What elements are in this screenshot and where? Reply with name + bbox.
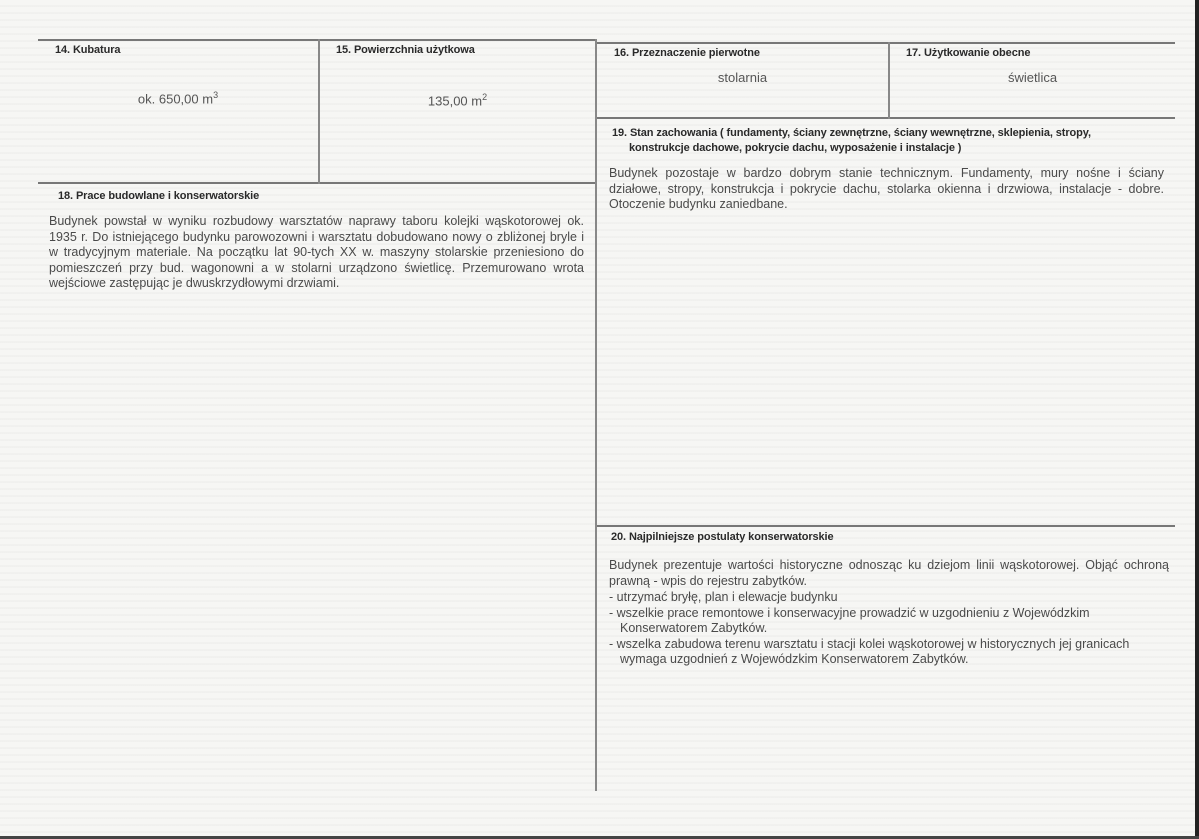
- field-16-label: 16. Przeznaczenie pierwotne: [614, 47, 760, 59]
- rule-f20-top: [597, 525, 1175, 527]
- field-20-items: [609, 590, 1169, 668]
- rule-f18-top: [38, 182, 596, 184]
- field-15-number: 135,00 m: [427, 93, 483, 109]
- field-20-intro: Budynek prezentuje wartości historyczne odnosząc ku dziejom linii wąskotorowej. Objąć ochroną prawną - wpis do rejestru zabytków.: [609, 558, 1169, 588]
- field-19-label-line2: konstrukcje dachowe, pokrycie dachu, wyposażenie i instalacje ): [629, 142, 962, 154]
- list-item: - wszelka zabudowa terenu warsztatu i stacji kolei wąskotorowej w historycznych jej granicach wymaga uzgodnień z Wojewódzkim Konserwatorem Zabytków.: [609, 637, 1169, 668]
- field-16-value: stolarnia: [717, 70, 768, 85]
- field-17-label: 17. Użytkowanie obecne: [906, 47, 1031, 59]
- field-19-text: Budynek pozostaje w bardzo dobrym stanie technicznym. Fundamenty, mury nośne i ściany działowe, stropy, konstrukcja i pokrycie dachu, stolarka okienna i drzwiowa, instalacje - dobre. Otoczenie budynku zaniedbane.: [609, 166, 1164, 211]
- field-18-text: Budynek powstał w wyniku rozbudowy warsztatów naprawy taboru kolejki wąskotorowej ok. 1935 r. Do istniejącego budynku parowozowni i warsztatu dobudowano nowy o zbliżonej bryle i w tradycyjnym materiale. Na początku lat 90-tych XX w. maszyny stolarskie przeniesiono do pomieszczeń przy bud. wagonowni a w stolarni urządzono świetlicę. Przemurowano wrota wejściowe zastępując je dwuskrzydłowymi drzwiami.: [49, 214, 584, 290]
- field-14-label: 14. Kubatura: [55, 44, 121, 56]
- field-18-label: 18. Prace budowlane i konserwatorskie: [58, 190, 260, 202]
- field-20-label: 20. Najpilniejsze postulaty konserwatorskie: [611, 531, 834, 543]
- list-item: - utrzymać bryłę, plan i elewacje budynku: [609, 590, 1169, 606]
- scan-edge-right: [1195, 0, 1199, 839]
- field-17-value: świetlica: [1007, 70, 1058, 85]
- divider-f14-f15: [318, 39, 320, 184]
- rule-top-right: [597, 42, 1175, 44]
- field-15-value: [320, 92, 595, 108]
- field-15-exponent: 2: [482, 92, 488, 102]
- divider-center: [595, 39, 597, 791]
- rule-top-left: [38, 39, 596, 41]
- field-20-list: [609, 590, 1169, 668]
- field-14-exponent: 3: [213, 90, 219, 100]
- field-19-label-line1: 19. Stan zachowania ( fundamenty, ściany zewnętrzne, ściany wewnętrzne, sklepienia, stropy,: [612, 127, 1091, 139]
- list-item: - wszelkie prace remontowe i konserwacyjne prowadzić w uzgodnieniu z Wojewódzkim Konserwatorem Zabytków.: [609, 606, 1169, 637]
- field-14-number: ok. 650,00 m: [137, 91, 214, 107]
- field-15-label: 15. Powierzchnia użytkowa: [336, 44, 475, 56]
- field-14-value: [38, 90, 318, 106]
- rule-f19-top: [597, 117, 1175, 119]
